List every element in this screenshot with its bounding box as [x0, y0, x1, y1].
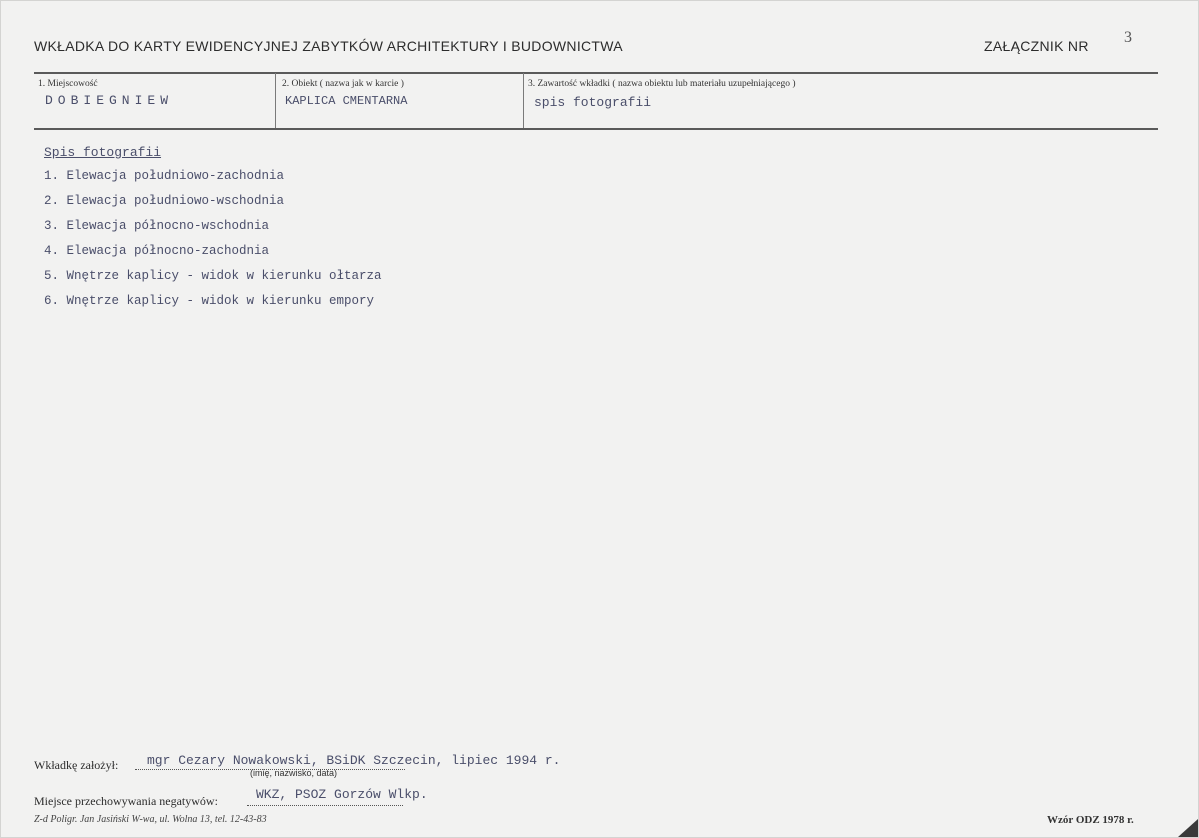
storage-label: Miejsce przechowywania negatywów: — [34, 794, 218, 808]
header-bottom-rule — [34, 128, 1158, 130]
list-item: 1. Elewacja południowo-zachodnia — [44, 169, 285, 183]
field-divider — [523, 73, 524, 128]
list-item: 6. Wnętrze kaplicy - widok w kierunku empory — [44, 294, 375, 308]
author-value: mgr Cezary Nowakowski, BSiDK Szczecin, lipiec 1994 r. — [147, 753, 561, 768]
form-model: Wzór ODZ 1978 r. — [1047, 814, 1134, 826]
form-title: WKŁADKA DO KARTY EWIDENCYJNEJ ZABYTKÓW ARCHITEKTURY I BUDOWNICTWA — [34, 38, 623, 54]
list-item: 4. Elewacja północno-zachodnia — [44, 244, 270, 258]
field-object-value: KAPLICA CMENTARNA — [285, 94, 408, 108]
author-label: Wkładkę założył: — [34, 758, 119, 772]
annex-label: ZAŁĄCZNIK NR — [984, 38, 1089, 54]
list-item: 2. Elewacja południowo-wschodnia — [44, 194, 285, 208]
field-divider — [275, 73, 276, 128]
page-corner — [1178, 819, 1198, 837]
field-contents-label: 3. Zawartość wkładki ( nazwa obiektu lub materiału uzupełniającego ) — [528, 79, 796, 89]
photo-list — [44, 169, 382, 319]
storage-dotted-line — [247, 805, 403, 806]
list-item: 3. Elewacja północno-wschodnia — [44, 219, 270, 233]
annex-number: 3 — [1124, 29, 1132, 46]
field-contents-value: spis fotografii — [534, 95, 652, 110]
field-locality-label: 1. Miejscowość — [38, 79, 98, 89]
printer-imprint: Z-d Poligr. Jan Jasiński W-wa, ul. Wolna 13, tel. 12-43-83 — [34, 814, 267, 825]
author-sublabel: (imię, nazwisko, data) — [250, 768, 338, 778]
photo-list-title: Spis fotografii — [44, 145, 162, 160]
list-item: 5. Wnętrze kaplicy - widok w kierunku ołtarza — [44, 269, 382, 283]
header-top-rule — [34, 72, 1158, 74]
storage-value: WKZ, PSOZ Gorzów Wlkp. — [256, 787, 428, 802]
field-locality-value: DOBIEGNIEW — [45, 93, 174, 108]
field-object-label: 2. Obiekt ( nazwa jak w karcie ) — [282, 79, 404, 89]
